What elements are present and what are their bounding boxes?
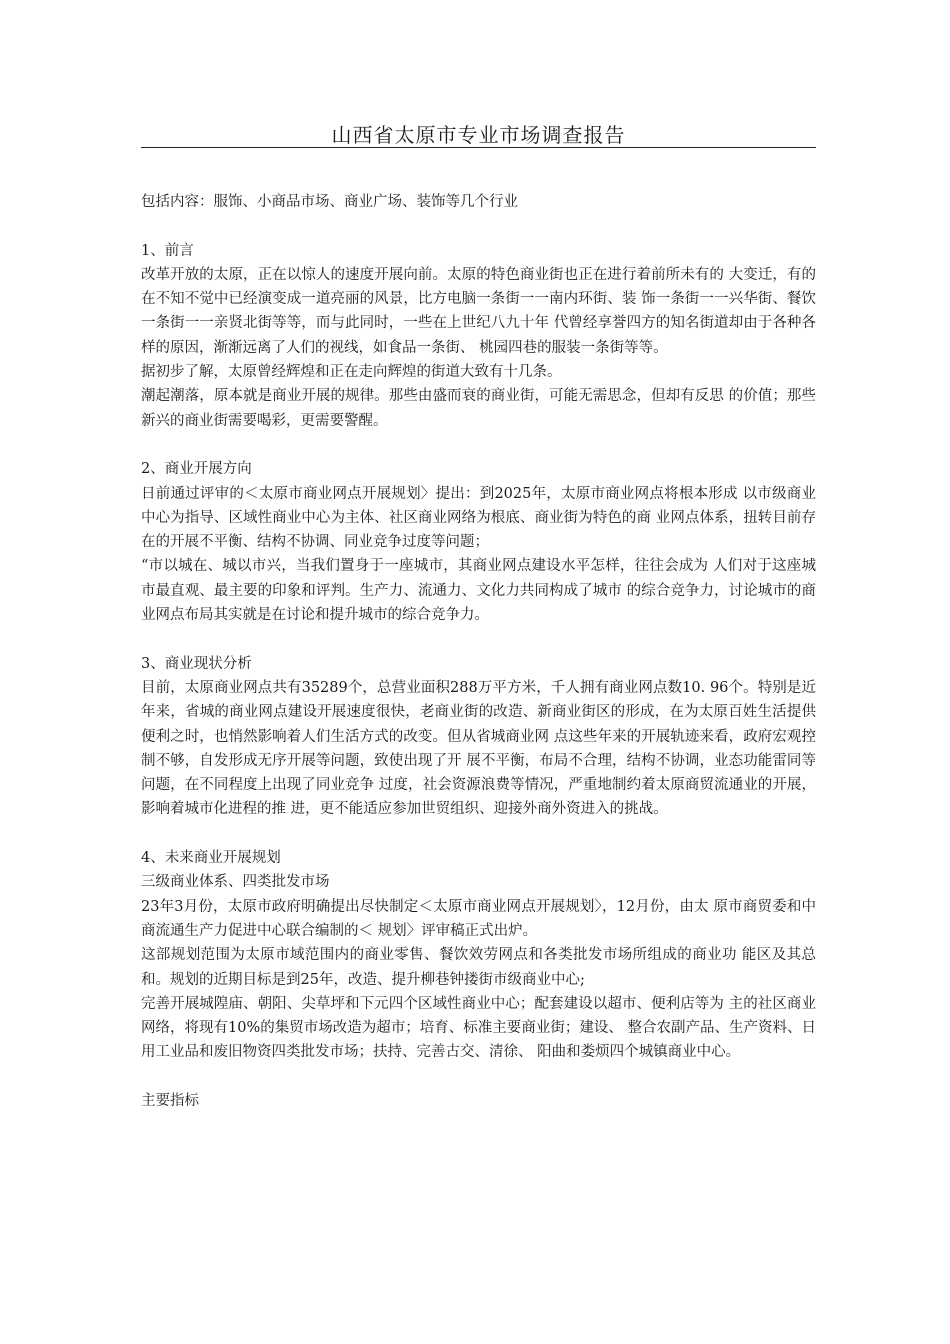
subheading: 三级商业体系、四类批发市场 [141, 874, 330, 891]
section-heading: 3、商业现状分析 [141, 655, 252, 672]
paragraph: 据初步了解，太原曾经辉煌和正在走向辉煌的街道大致有十几条。 [141, 364, 562, 381]
section-heading: 1、前言 [141, 242, 194, 259]
section-heading: 2、商业开展方向 [141, 461, 252, 478]
paragraph: 23年3月份，太原市政府明确提出尽快制定＜太原市商业网点开展规划〉，12月份，由太 原市商贸委和中商流通生产力促进中心联合编制的＜ 规划〉评审稿正式出炉。 [141, 898, 816, 939]
section-heading: 4、未来商业开展规划 [141, 850, 281, 867]
document-body [141, 190, 816, 1113]
paragraph: “市以城在、城以市兴，当我们置身于一座城市，其商业网点建设水平怎样，往往会成为 人们对于这座城市最直观、最主要的印象和评判。生产力、流通力、文化力共同构成了城市 的综合竞争力，讨论城市的商业网点布局其实就是在讨论和提升城市的综合竞争力。 [141, 558, 816, 624]
paragraph: 完善开展城隍庙、朝阳、尖草坪和下元四个区域性商业中心；配套建设以超市、便利店等为 主的社区商业网络，将现有10%的集贸市场改造为超市；培育、标准主要商业街；建设、 整合农副产品、生产资料、日用工业品和废旧物资四类批发市场；扶持、完善古交、清徐、 阳曲和娄烦四个城镇商业中心。 [141, 995, 816, 1061]
paragraph: 改革开放的太原，正在以惊人的速度开展向前。太原的特色商业街也正在进行着前所未有的 大变迁，有的在不知不觉中已经演变成一道亮丽的风景，比方电脑一条街一一南内环街、装 饰一条街一一兴华街、餐饮一条街一一亲贤北街等等，而与此同时，一些在上世纪八九十年 代曾经享誉四方的知名街道却由于各种各样的原因，渐渐远离了人们的视线，如食品一条街、 桃园四巷的服装一条街等等。 [141, 266, 816, 356]
page-title: 山西省太原市专业市场调查报告 [331, 123, 626, 147]
paragraph: 这部规划范围为太原市域范围内的商业零售、餐饮效劳网点和各类批发市场所组成的商业功 能区及其总和。规划的近期目标是到25年，改造、提升柳巷钟搂街市级商业中心; [141, 947, 816, 988]
paragraph: 日前通过评审的＜太原市商业网点开展规划〉提出：到2025年，太原市商业网点将根本形成 以市级商业中心为指导、区域性商业中心为主体、社区商业网络为根底、商业街为特色的商 业网点体系，扭转目前存在的开展不平衡、结构不协调、同业竞争过度等问题； [141, 485, 816, 551]
paragraph: 潮起潮落，原本就是商业开展的规律。那些由盛而衰的商业街，可能无需思念，但却有反思 的价值；那些新兴的商业街需要喝彩，更需要警醒。 [141, 388, 816, 429]
paragraph: 目前，太原商业网点共有35289个，总营业面积288万平方米，千人拥有商业网点数10. 96个。特别是近年来，省城的商业网点建设开展速度很快，老商业街的改造、新商业街区的形成，在为太原百姓生活提供便利之时，也悄然影响着人们生活方式的改变。但从省城商业网 点这些年来的开展轨迹来看，政府宏观控制不够，自发形成无序开展等问题，致使出现了开 展不平衡，布局不合理，结构不协调，业态功能雷同等问题，在不同程度上出现了同业竞争 过度，社会资源浪费等情况，严重地制约着太原商贸流通业的开展，影响着城市化进程的推 进，更不能适应参加世贸组织、迎接外商外资进入的挑战。 [141, 679, 816, 818]
section-heading: 主要指标 [141, 1092, 199, 1109]
scope-line: 包括内容：服饰、小商品市场、商业广场、装饰等几个行业 [141, 194, 518, 210]
title-underline [141, 147, 816, 148]
